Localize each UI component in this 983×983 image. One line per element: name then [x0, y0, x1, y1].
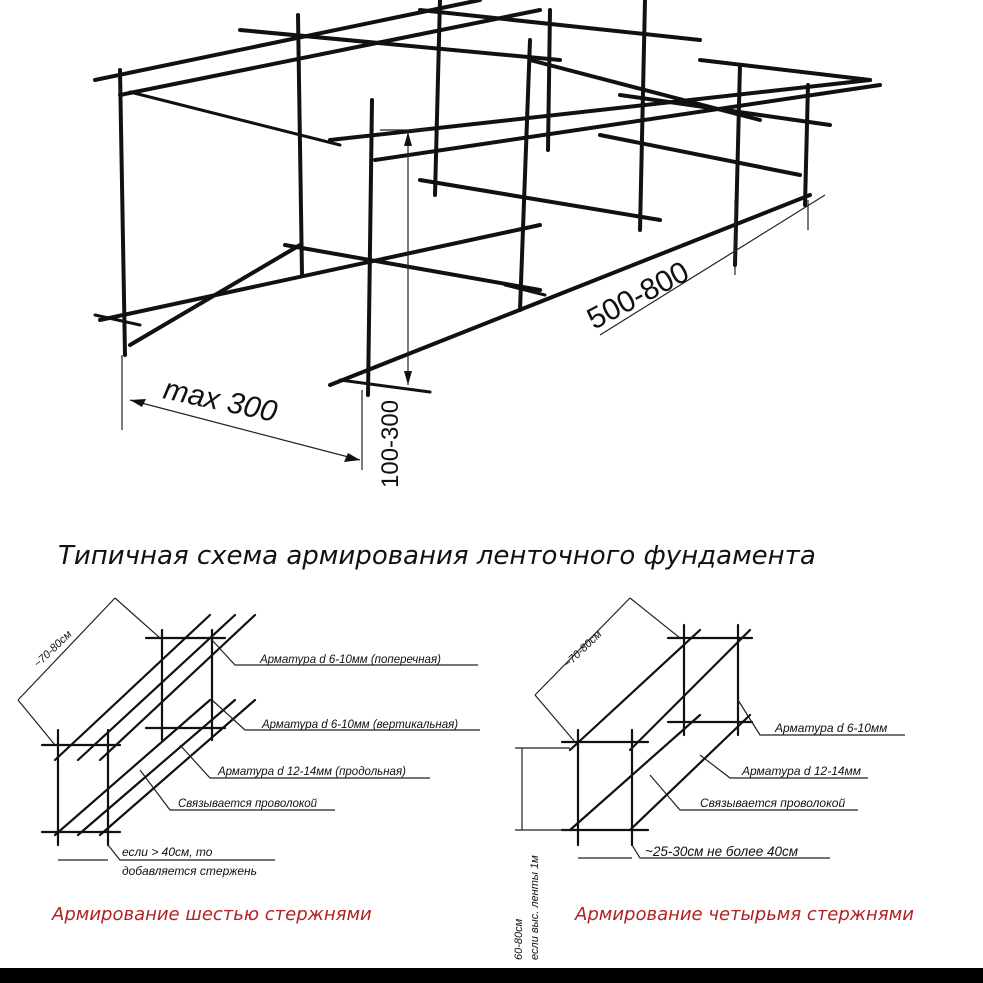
arrow-down-icon — [404, 371, 412, 385]
caption-six-rods: Армирование шестью стержнями — [52, 904, 372, 925]
label-vertical-rebar: Арматура d 6-10мм (вертикальная) — [262, 719, 459, 731]
dim-line-width — [18, 598, 115, 700]
vertical-rod-2 — [298, 15, 302, 275]
longitudinal-rod-top-front — [330, 80, 870, 140]
longitudinal-rod-bottom-back — [100, 225, 540, 320]
dim-ext-2 — [115, 598, 160, 638]
label-longitudinal-rebar: Арматура d 12-14мм (продольная) — [218, 766, 406, 778]
cross-rod-bottom-right — [420, 180, 660, 220]
arrow-left-icon — [130, 399, 146, 407]
vertical-rod-9 — [805, 85, 808, 205]
label-wire-left: Связывается проволокой — [178, 798, 318, 810]
stub-rod-front — [340, 380, 430, 392]
dim-label-100-300: 100-300 — [377, 399, 404, 488]
dim-label-max300: max 300 — [160, 372, 280, 429]
caption-four-rods: Армирование четырьмя стержнями — [575, 904, 914, 925]
dim-ext-1 — [18, 700, 55, 745]
vertical-rod-5 — [520, 40, 530, 310]
dim-ext-r1 — [535, 695, 575, 742]
long-rod-3 — [100, 615, 255, 760]
cross-rod-top-5 — [700, 60, 870, 80]
rebar-cage-3d — [95, 0, 880, 395]
label-spacing: ~25-30см не более 40см — [645, 844, 799, 859]
right-dim-width: ~70-80см — [561, 628, 605, 671]
left-dim-width: ~70-80см — [31, 628, 75, 671]
bottom-black-bar — [0, 968, 983, 983]
cross-rod-bottom-left — [130, 245, 300, 345]
vertical-rod-1 — [120, 70, 125, 355]
label-wire-right: Связывается проволокой — [700, 796, 846, 810]
label-rebar-12-14: Арматура d 12-14мм — [742, 764, 862, 778]
long-rod-4 — [55, 700, 210, 835]
cross-rod-top-left — [130, 92, 340, 145]
label-cross-rebar: Арматура d 6-10мм (поперечная) — [260, 654, 441, 666]
height-dim-line-1: 60-80см — [513, 918, 525, 960]
page-title: Типичная схема армирования ленточного фундамента — [58, 541, 816, 571]
dim-label-500-800: 500-800 — [581, 255, 695, 337]
cross-rod-bottom-far — [600, 135, 800, 175]
arrow-up-icon — [404, 132, 412, 146]
note-line-1: если > 40см, то — [122, 845, 213, 859]
vertical-rod-3 — [368, 100, 372, 395]
vertical-rod-6 — [548, 10, 550, 150]
label-rebar-6-10: Арматура d 6-10мм — [775, 721, 888, 735]
cross-rod-top-1 — [240, 30, 560, 60]
arrow-right-icon — [344, 453, 360, 462]
height-dim-line-2: если выс. ленты 1м — [529, 855, 541, 960]
dim-ext-r2 — [630, 598, 680, 638]
note-line-2: добавляется стержень — [122, 864, 257, 878]
